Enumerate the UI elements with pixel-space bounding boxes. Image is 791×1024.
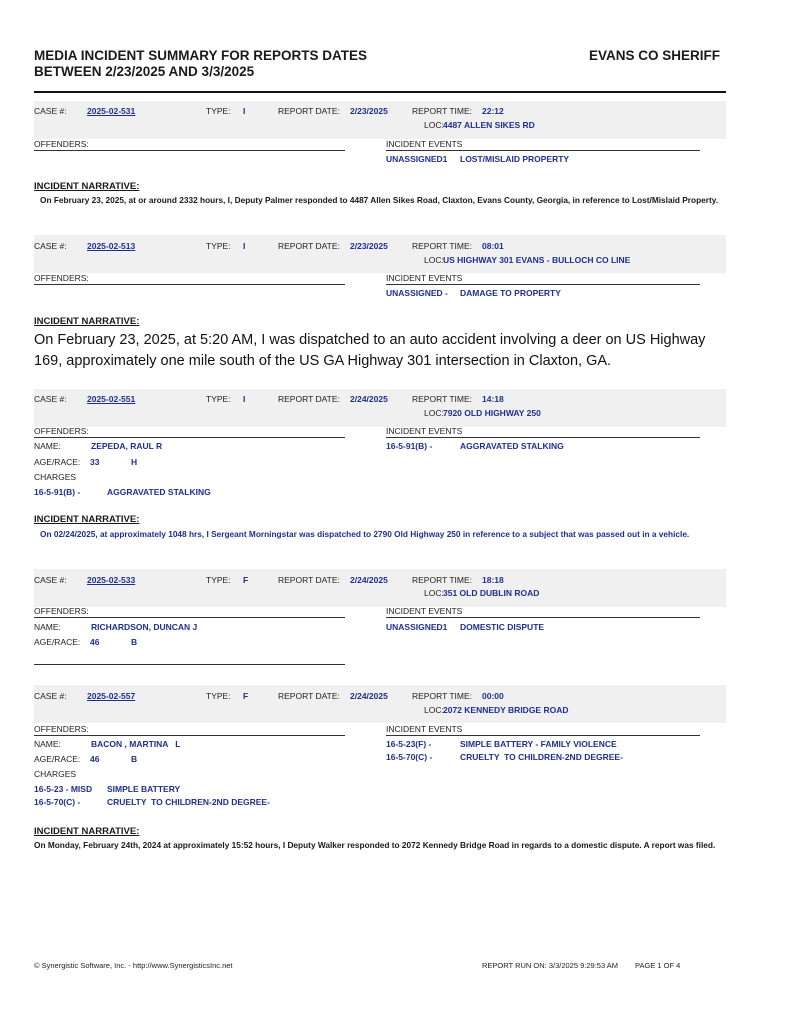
offender-age: 33 (90, 457, 100, 467)
offender-race: H (131, 457, 138, 467)
report-title-line-1: MEDIA INCIDENT SUMMARY FOR REPORTS DATES (34, 48, 368, 63)
age-race-label: AGE/RACE: (34, 637, 81, 647)
report-date: 2/24/2025 (350, 394, 388, 404)
report-time-label: REPORT TIME: (412, 394, 472, 404)
report-date-label: REPORT DATE: (278, 394, 340, 404)
name-label: NAME: (34, 441, 61, 451)
case-type: I (243, 394, 246, 404)
offenders-underline (34, 284, 345, 285)
event-code: 16-5-70(C) - (386, 752, 433, 762)
location: 2072 KENNEDY BRIDGE ROAD (443, 705, 569, 715)
charges-label: CHARGES (34, 472, 77, 482)
case-number-link[interactable]: 2025-02-513 (87, 241, 136, 251)
event-code: 16-5-91(B) - (386, 441, 433, 451)
offenders-label: OFFENDERS: (34, 139, 89, 149)
report-date: 2/24/2025 (350, 575, 388, 585)
event-description: DOMESTIC DISPUTE (460, 622, 545, 632)
loc-label: LOC: (424, 705, 444, 715)
charges-label: CHARGES (34, 769, 77, 779)
offender-age: 46 (90, 637, 100, 647)
offender-section-underline (34, 664, 345, 665)
charge-code: 16-5-23 - MISD (34, 784, 93, 794)
type-label: TYPE: (206, 691, 231, 701)
header-divider (34, 91, 726, 93)
report-time-label: REPORT TIME: (412, 691, 472, 701)
report-time: 22:12 (482, 106, 504, 116)
age-race-label: AGE/RACE: (34, 457, 81, 467)
footer-copyright: © Synergistic Software, Inc. - http://www.SynergisticsInc.net (34, 961, 233, 970)
offenders-label: OFFENDERS: (34, 426, 89, 436)
narrative-text: On February 23, 2025, at or around 2332 hours, I, Deputy Palmer responded to 4487 Allen Sikes Road, Claxton, Evans County, Georgia, in reference to Lost/Mislaid Property. (40, 195, 719, 205)
offenders-underline (34, 735, 345, 736)
event-code: UNASSIGNED1 (386, 622, 448, 632)
offenders-underline (34, 437, 345, 438)
events-underline (386, 437, 700, 438)
report-run-on: REPORT RUN ON: 3/3/2025 9:29:53 AM (482, 961, 619, 970)
name-label: NAME: (34, 622, 61, 632)
case-number-link[interactable]: 2025-02-551 (87, 394, 136, 404)
report-date: 2/24/2025 (350, 691, 388, 701)
report-date: 2/23/2025 (350, 106, 388, 116)
offenders-underline (34, 617, 345, 618)
case-label: CASE #: (34, 691, 67, 701)
charge-description: CRUELTY TO CHILDREN-2ND DEGREE- (107, 797, 270, 807)
type-label: TYPE: (206, 575, 231, 585)
page-number: PAGE 1 OF 4 (635, 961, 681, 970)
offenders-label: OFFENDERS: (34, 273, 89, 283)
report-date: 2/23/2025 (350, 241, 388, 251)
report-time-label: REPORT TIME: (412, 106, 472, 116)
age-race-label: AGE/RACE: (34, 754, 81, 764)
loc-label: LOC: (424, 120, 444, 130)
offenders-underline (34, 150, 345, 151)
incident-events-label: INCIDENT EVENTS (386, 426, 463, 436)
narrative-heading: INCIDENT NARRATIVE: (34, 826, 140, 837)
event-description: AGGRAVATED STALKING (460, 441, 564, 451)
location: US HIGHWAY 301 EVANS - BULLOCH CO LINE (443, 255, 631, 265)
case-type: I (243, 241, 246, 251)
report-time: 08:01 (482, 241, 504, 251)
events-underline (386, 150, 700, 151)
case-type: F (243, 575, 249, 585)
narrative-heading: INCIDENT NARRATIVE: (34, 316, 140, 327)
case-number-link[interactable]: 2025-02-557 (87, 691, 136, 701)
narrative-text: On Monday, February 24th, 2024 at approximately 15:52 hours, I Deputy Walker responded to 2072 Kennedy Bridge Road in regards to a domestic dispute. A report was filed. (34, 840, 716, 850)
event-description: SIMPLE BATTERY - FAMILY VIOLENCE (460, 739, 617, 749)
report-title-line-2: BETWEEN 2/23/2025 AND 3/3/2025 (34, 64, 255, 79)
event-description: CRUELTY TO CHILDREN-2ND DEGREE- (460, 752, 623, 762)
location: 7920 OLD HIGHWAY 250 (443, 408, 541, 418)
report-date-label: REPORT DATE: (278, 691, 340, 701)
offender-race: B (131, 637, 138, 647)
charge-description: SIMPLE BATTERY (107, 784, 181, 794)
type-label: TYPE: (206, 106, 231, 116)
case-number-link[interactable]: 2025-02-533 (87, 575, 136, 585)
offenders-label: OFFENDERS: (34, 606, 89, 616)
event-code: 16-5-23(F) - (386, 739, 432, 749)
case-type: I (243, 106, 246, 116)
loc-label: LOC: (424, 588, 444, 598)
narrative-heading: INCIDENT NARRATIVE: (34, 514, 140, 525)
type-label: TYPE: (206, 241, 231, 251)
loc-label: LOC: (424, 255, 444, 265)
incident-events-label: INCIDENT EVENTS (386, 139, 463, 149)
event-description: LOST/MISLAID PROPERTY (460, 154, 570, 164)
case-label: CASE #: (34, 106, 67, 116)
case-label: CASE #: (34, 394, 67, 404)
offender-race: B (131, 754, 138, 764)
charge-description: AGGRAVATED STALKING (107, 487, 211, 497)
case-label: CASE #: (34, 241, 67, 251)
location: 351 OLD DUBLIN ROAD (443, 588, 540, 598)
case-type: F (243, 691, 249, 701)
narrative-heading: INCIDENT NARRATIVE: (34, 181, 140, 192)
report-time-label: REPORT TIME: (412, 241, 472, 251)
report-time: 14:18 (482, 394, 504, 404)
events-underline (386, 284, 700, 285)
event-code: UNASSIGNED - (386, 288, 448, 298)
offenders-label: OFFENDERS: (34, 724, 89, 734)
event-code: UNASSIGNED1 (386, 154, 448, 164)
type-label: TYPE: (206, 394, 231, 404)
report-date-label: REPORT DATE: (278, 241, 340, 251)
report-time: 18:18 (482, 575, 504, 585)
case-label: CASE #: (34, 575, 67, 585)
charge-code: 16-5-70(C) - (34, 797, 81, 807)
incident-events-label: INCIDENT EVENTS (386, 273, 463, 283)
report-date-label: REPORT DATE: (278, 575, 340, 585)
offender-name: RICHARDSON, DUNCAN J (91, 622, 198, 632)
narrative-text: On 02/24/2025, at approximately 1048 hrs, I Sergeant Morningstar was dispatched to 2790 Old Highway 250 in reference to a subject that was passed out in a vehicle. (40, 529, 690, 539)
report-time-label: REPORT TIME: (412, 575, 472, 585)
narrative-text: On February 23, 2025, at 5:20 AM, I was dispatched to an auto accident involving a deer on US Highway 169, approximately one mile south of the US GA Highway 301 intersection in Claxton, GA. (34, 332, 706, 369)
charge-code: 16-5-91(B) - (34, 487, 81, 497)
offender-name: ZEPEDA, RAUL R (91, 441, 163, 451)
events-underline (386, 735, 700, 736)
events-underline (386, 617, 700, 618)
report-date-label: REPORT DATE: (278, 106, 340, 116)
case-number-link[interactable]: 2025-02-531 (87, 106, 136, 116)
report-time: 00:00 (482, 691, 504, 701)
name-label: NAME: (34, 739, 61, 749)
agency-name: EVANS CO SHERIFF (589, 48, 721, 63)
offender-age: 46 (90, 754, 100, 764)
loc-label: LOC: (424, 408, 444, 418)
offender-name: BACON , MARTINA L (91, 739, 181, 749)
incident-events-label: INCIDENT EVENTS (386, 724, 463, 734)
incident-events-label: INCIDENT EVENTS (386, 606, 463, 616)
location: 4487 ALLEN SIKES RD (443, 120, 535, 130)
event-description: DAMAGE TO PROPERTY (460, 288, 561, 298)
